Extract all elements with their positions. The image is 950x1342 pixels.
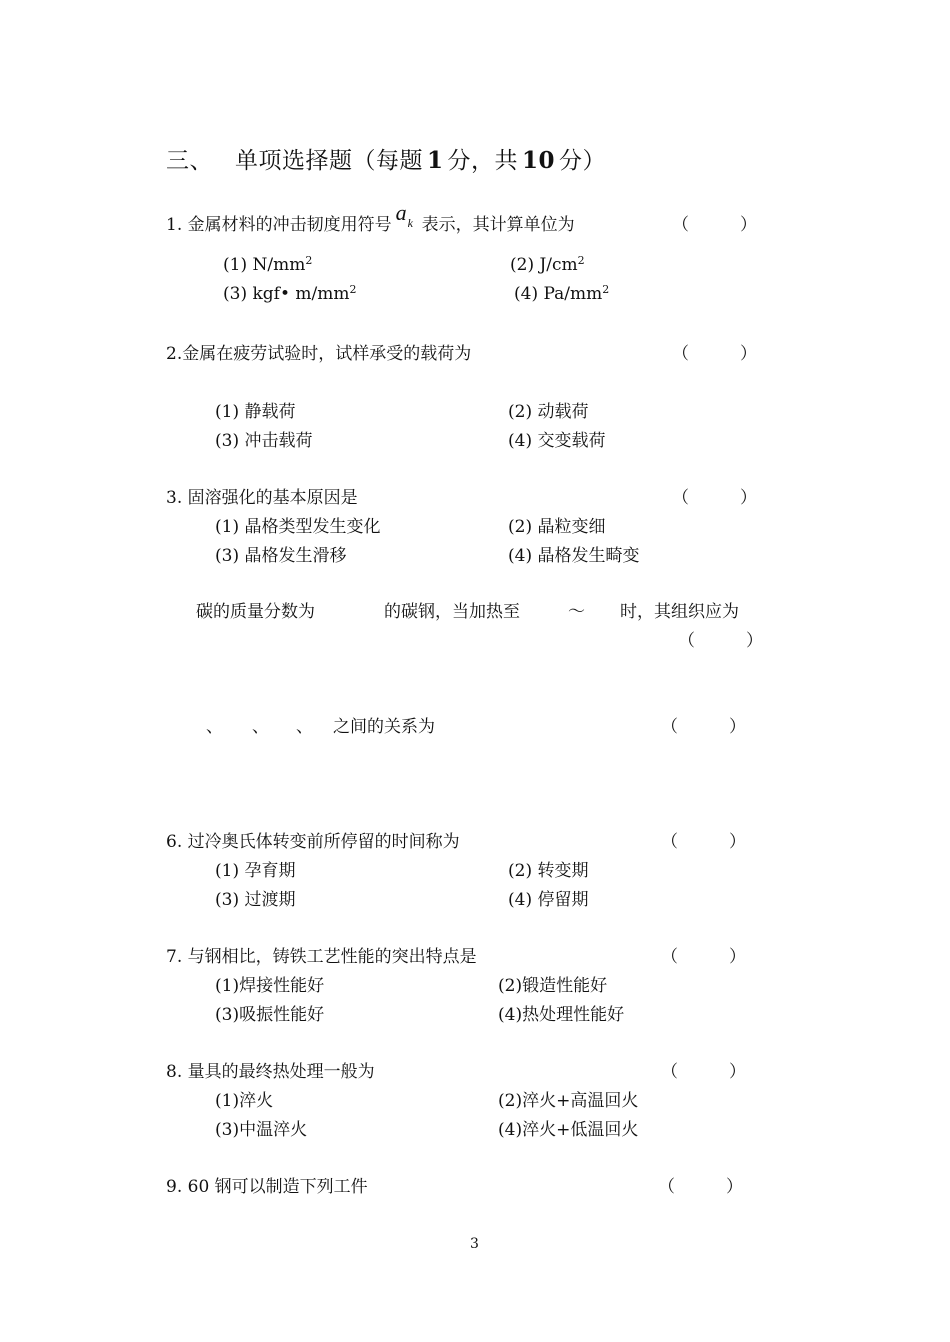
answer-blank-7[interactable]: （ ） bbox=[661, 947, 746, 967]
symbol-sub: k bbox=[407, 216, 413, 230]
q8-option-2[interactable]: (2)淬火+高温回火 bbox=[498, 1091, 639, 1111]
answer-blank-2[interactable]: （ ） bbox=[672, 344, 757, 364]
q7-option-4[interactable]: (4)热处理性能好 bbox=[498, 1005, 625, 1025]
question-4-stem-a: 碳的质量分数为 bbox=[196, 602, 315, 622]
q8-option-3[interactable]: (3)中温淬火 bbox=[215, 1120, 308, 1140]
question-5-separator-2: 、 bbox=[252, 717, 269, 737]
answer-blank-6[interactable]: （ ） bbox=[661, 832, 746, 852]
impact-toughness-symbol bbox=[395, 200, 418, 230]
question-2-stem: 2.金属在疲劳试验时，试样承受的载荷为 bbox=[166, 344, 472, 364]
q2-option-1[interactable]: (1) 静载荷 bbox=[215, 402, 296, 422]
q1-option-4[interactable]: (4) $Pa/mm^2$ bbox=[514, 283, 610, 304]
q3-option-2[interactable]: (2) 晶粒变细 bbox=[508, 517, 606, 537]
q3-option-3[interactable]: (3) 晶格发生滑移 bbox=[215, 546, 347, 566]
answer-blank-1[interactable]: （ ） bbox=[672, 215, 757, 235]
answer-blank-8[interactable]: （ ） bbox=[661, 1062, 746, 1082]
question-6-stem: 6. 过冷奥氏体转变前所停留的时间称为 bbox=[166, 832, 460, 852]
section-per-score: 1 bbox=[427, 147, 444, 174]
q7-option-3[interactable]: (3)吸振性能好 bbox=[215, 1005, 325, 1025]
q1-option-2[interactable]: (2) $J/cm^2$ bbox=[510, 254, 585, 275]
question-4-stem-b: 的碳钢，当加热至 bbox=[384, 602, 520, 622]
question-1-stem-post: 表示，其计算单位为 bbox=[421, 215, 575, 235]
q1-option-3[interactable]: (3) kgf• $m/mm^2$ bbox=[223, 283, 357, 304]
question-5-separator-1: 、 bbox=[206, 717, 223, 737]
section-number: 三、 bbox=[166, 148, 213, 174]
answer-blank-9[interactable]: （ ） bbox=[658, 1177, 743, 1197]
answer-blank-5[interactable]: （ ） bbox=[661, 717, 746, 737]
question-1-stem-pre: 1. 金属材料的冲击韧度用符号 bbox=[166, 215, 392, 235]
q6-option-1[interactable]: (1) 孕育期 bbox=[215, 861, 296, 881]
question-8-stem: 8. 量具的最终热处理一般为 bbox=[166, 1062, 375, 1082]
q2-option-3[interactable]: (3) 冲击载荷 bbox=[215, 431, 313, 451]
section-title-pre: 单项选择题（每题 bbox=[235, 148, 423, 174]
q6-option-2[interactable]: (2) 转变期 bbox=[508, 861, 589, 881]
section-total-score: 10 bbox=[522, 147, 556, 174]
symbol-main: a bbox=[395, 200, 407, 225]
section-title bbox=[166, 142, 606, 175]
q6-option-3[interactable]: (3) 过渡期 bbox=[215, 890, 296, 910]
q7-option-1[interactable]: (1)焊接性能好 bbox=[215, 976, 325, 996]
q2-option-2[interactable]: (2) 动载荷 bbox=[508, 402, 589, 422]
q3-option-4[interactable]: (4) 晶格发生畸变 bbox=[508, 546, 640, 566]
q6-option-4[interactable]: (4) 停留期 bbox=[508, 890, 589, 910]
q3-option-1[interactable]: (1) 晶格类型发生变化 bbox=[215, 517, 381, 537]
question-4-stem-c: 时，其组织应为 bbox=[620, 602, 739, 622]
q8-option-1[interactable]: (1)淬火 bbox=[215, 1091, 274, 1111]
question-9-stem: 9. 60 钢可以制造下列工件 bbox=[166, 1177, 368, 1197]
section-title-post: 分） bbox=[559, 148, 607, 174]
page-number: 3 bbox=[470, 1236, 479, 1252]
question-7-stem: 7. 与钢相比，铸铁工艺性能的突出特点是 bbox=[166, 947, 477, 967]
q1-option-1[interactable]: (1) $N/mm^2$ bbox=[223, 254, 313, 275]
q7-option-2[interactable]: (2)锻造性能好 bbox=[498, 976, 608, 996]
question-5-stem: 之间的关系为 bbox=[333, 717, 435, 737]
question-4-tilde: ～ bbox=[568, 602, 585, 622]
answer-blank-4[interactable]: （ ） bbox=[678, 631, 763, 651]
question-5-separator-3: 、 bbox=[296, 717, 313, 737]
question-1-stem bbox=[166, 200, 575, 235]
q8-option-4[interactable]: (4)淬火+低温回火 bbox=[498, 1120, 639, 1140]
section-title-mid: 分，共 bbox=[447, 148, 519, 174]
question-3-stem: 3. 固溶强化的基本原因是 bbox=[166, 488, 358, 508]
answer-blank-3[interactable]: （ ） bbox=[672, 488, 757, 508]
q2-option-4[interactable]: (4) 交变载荷 bbox=[508, 431, 606, 451]
